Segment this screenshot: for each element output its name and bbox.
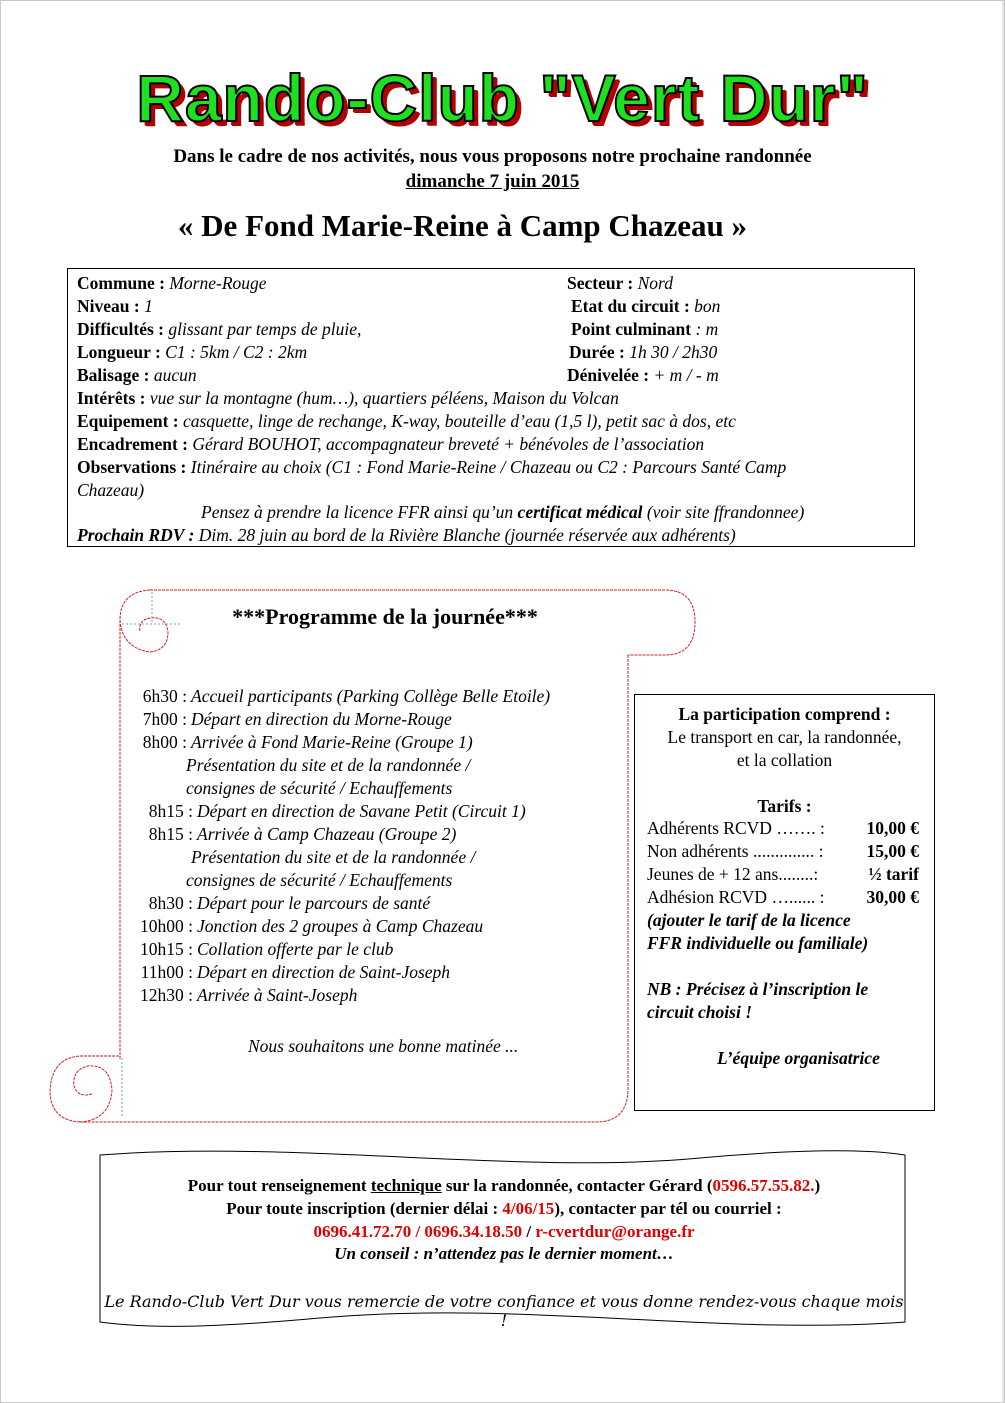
duree-label: Durée :: [569, 342, 625, 362]
programme-time: 10h00 :: [140, 916, 193, 936]
difficultes-value: glissant par temps de pluie,: [168, 319, 362, 339]
etat-label: Etat du circuit :: [571, 296, 690, 316]
tarif-label: Adhésion RCVD …...... :: [647, 887, 825, 907]
programme-item: Arrivée à Camp Chazeau (Groupe 2): [197, 824, 457, 844]
programme-time: 10h15 :: [140, 939, 193, 959]
denivelee-value: + m / - m: [653, 365, 719, 385]
contact-line-1-pre: Pour tout renseignement: [187, 1176, 371, 1195]
point-label: Point culminant: [571, 319, 692, 339]
contact-technique: technique: [370, 1176, 442, 1195]
hike-date: dimanche 7 juin 2015: [405, 171, 580, 192]
observations-value-2: Chazeau): [77, 480, 145, 500]
equipement-label: Equipement :: [77, 411, 179, 431]
contact-line-2-post: ), contacter par tél ou courriel :: [554, 1199, 782, 1218]
nb-line-1: NB : Précisez à l’inscription le: [647, 979, 869, 999]
programme-item: Arrivée à Fond Marie-Reine (Groupe 1): [191, 732, 473, 752]
licence-bold: certificat médical: [517, 502, 643, 522]
tarif-price: 30,00 €: [866, 887, 919, 907]
signature: L’équipe organisatrice: [717, 1048, 880, 1068]
contact-line-2: [100, 1198, 908, 1220]
tarif-label: Jeunes de + 12 ans........:: [647, 864, 819, 884]
participation-line-1: Le transport en car, la randonnée,: [667, 727, 902, 747]
encadrement-label: Encadrement :: [77, 434, 188, 454]
rdv-value: Dim. 28 juin au bord de la Rivière Blanche (journée réservée aux adhérents): [198, 525, 736, 545]
programme-item: consignes de sécurité / Echauffements: [186, 778, 453, 798]
contact-line-2-pre: Pour toute inscription (dernier délai :: [226, 1199, 503, 1218]
secteur-value: Nord: [637, 273, 673, 293]
licence-note-1: (ajouter le tarif de la licence: [647, 910, 851, 930]
balisage-label: Balisage :: [77, 365, 150, 385]
niveau-value: 1: [144, 296, 153, 316]
longueur-label: Longueur :: [77, 342, 161, 362]
programme-item: Arrivée à Saint-Joseph: [197, 985, 358, 1005]
programme-item: Départ en direction du Morne-Rouge: [191, 709, 452, 729]
denivelee-label: Dénivelée :: [567, 365, 650, 385]
programme-item: Présentation du site et de la randonnée /: [191, 847, 476, 867]
balisage-value: aucun: [153, 365, 197, 385]
tarif-price: 10,00 €: [866, 818, 919, 838]
club-thanks: Le Rando-Club Vert Dur vous remercie de votre confiance et vous donne rendez-vous chaque mois !: [104, 1292, 904, 1330]
intro-text: Dans le cadre de nos activités, nous vous proposons notre prochaine randonnée: [173, 146, 812, 167]
registration-phones[interactable]: 0696.41.72.70 / 0696.34.18.50: [313, 1222, 523, 1241]
contact-line-3: [100, 1221, 908, 1243]
observations-label: Observations :: [77, 457, 187, 477]
programme-time: 8h15 :: [148, 801, 193, 821]
programme-item: consignes de sécurité / Echauffements: [186, 870, 453, 890]
difficultes-label: Difficultés :: [77, 319, 164, 339]
tarif-price: 15,00 €: [866, 841, 919, 861]
contact-line-1-post: ): [814, 1176, 821, 1195]
duree-value: 1h 30 / 2h30: [629, 342, 718, 362]
contact-advice: Un conseil : n’attendez pas le dernier moment…: [334, 1244, 674, 1263]
programme-time: 8h30 :: [148, 893, 193, 913]
club-title: Rando-Club "Vert Dur": [136, 61, 869, 135]
tarif-price: ½ tarif: [868, 864, 919, 884]
observations-value: Itinéraire au choix (C1 : Fond Marie-Reine / Chazeau ou C2 : Parcours Santé Camp: [190, 457, 787, 477]
programme-item: Départ en direction de Savane Petit (Circuit 1): [197, 801, 526, 821]
deadline-date: 4/06/15: [502, 1199, 555, 1218]
secteur-label: Secteur :: [567, 273, 634, 293]
participation-title: La participation comprend :: [678, 704, 891, 724]
tarif-label: Adhérents RCVD ……. :: [647, 818, 825, 838]
programme-item: Jonction des 2 groupes à Camp Chazeau: [197, 916, 484, 936]
nb-line-2: circuit choisi !: [647, 1002, 753, 1022]
hike-subtitle: « De Fond Marie-Reine à Camp Chazeau »: [177, 208, 748, 243]
programme-item: Accueil participants (Parking Collège Belle Etoile): [191, 686, 551, 706]
programme-item: Présentation du site et de la randonnée /: [186, 755, 471, 775]
point-value: : m: [691, 319, 719, 339]
programme-item: Collation offerte par le club: [197, 939, 394, 959]
participation-line-2: et la collation: [736, 750, 833, 770]
programme-item: Départ pour le parcours de santé: [197, 893, 431, 913]
contact-email[interactable]: r-cvertdur@orange.fr: [535, 1222, 695, 1241]
licence-pre: Pensez à prendre la licence FFR ainsi qu’un: [201, 502, 518, 522]
contact-line-1-mid: sur la randonnée, contacter Gérard (: [441, 1176, 713, 1195]
tarifs-title: Tarifs :: [757, 796, 812, 816]
programme-title: ***Programme de la journée***: [232, 604, 538, 629]
programme-item: Départ en direction de Saint-Joseph: [197, 962, 451, 982]
licence-note-2: FFR individuelle ou familiale): [647, 933, 869, 953]
etat-value: bon: [694, 296, 721, 316]
programme-time: 12h30 :: [140, 985, 193, 1005]
longueur-value: C1 : 5km / C2 : 2km: [165, 342, 308, 362]
contact-line-1: [100, 1175, 908, 1197]
licence-post: (voir site ffrandonnee): [642, 502, 805, 522]
programme-time: 7h00 :: [142, 709, 187, 729]
niveau-label: Niveau :: [77, 296, 140, 316]
rdv-label: Prochain RDV :: [77, 525, 195, 545]
interets-label: Intérêts :: [77, 388, 146, 408]
interets-value: vue sur la montagne (hum…), quartiers péléens, Maison du Volcan: [149, 388, 619, 408]
encadrement-value: Gérard BOUHOT, accompagnateur breveté + bénévoles de l’association: [192, 434, 705, 454]
programme-closing-text: Nous souhaitons une bonne matinée ...: [248, 1036, 519, 1056]
commune-label: Commune :: [77, 273, 165, 293]
contact-separator: /: [522, 1222, 536, 1241]
tarif-label: Non adhérents .............. :: [647, 841, 824, 861]
programme-time: 8h00 :: [142, 732, 187, 752]
programme-time: 6h30 :: [142, 686, 187, 706]
equipement-value: casquette, linge de rechange, K-way, bouteille d’eau (1,5 l), petit sac à dos, etc: [182, 411, 736, 431]
programme-time: 11h00 :: [140, 962, 193, 982]
commune-value: Morne-Rouge: [169, 273, 267, 293]
programme-time: 8h15 :: [148, 824, 193, 844]
gerard-phone[interactable]: 0596.57.55.82.: [712, 1176, 815, 1195]
